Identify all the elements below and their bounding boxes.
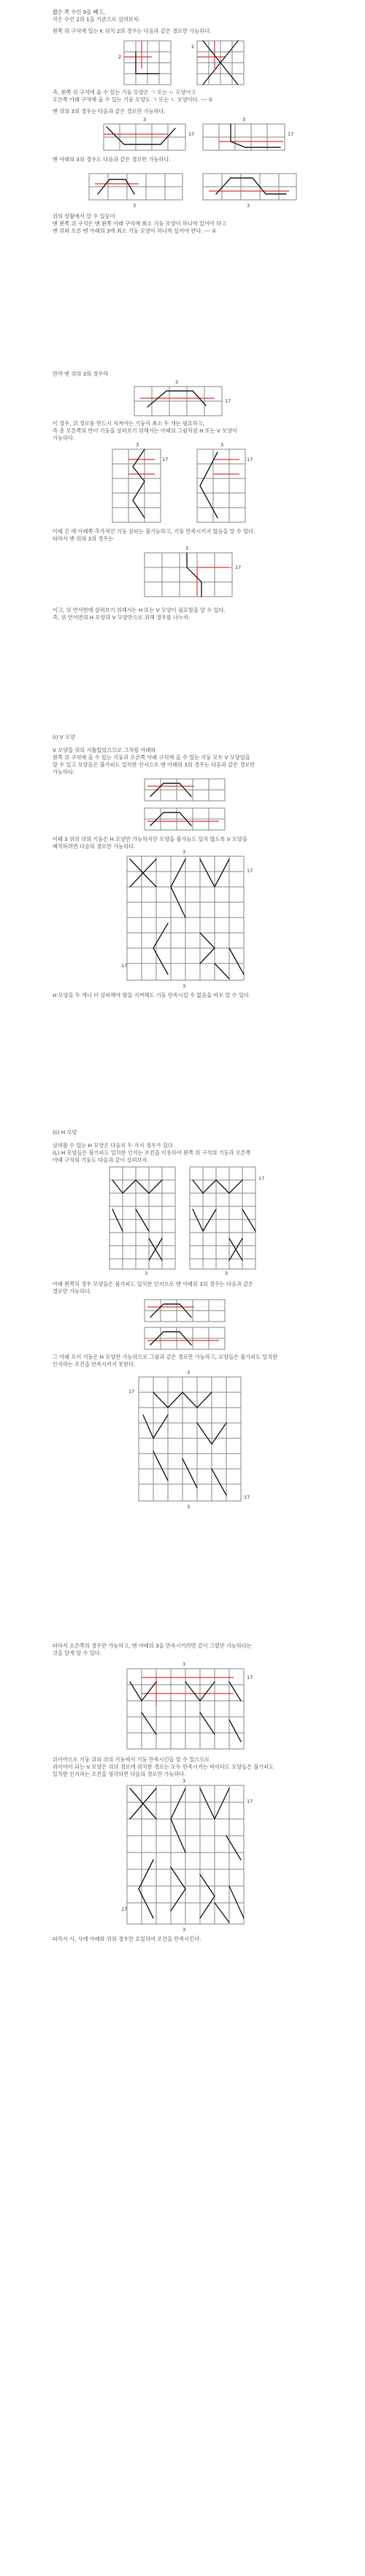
h-shape-large-grid xyxy=(128,1371,253,1510)
final-solution-grid xyxy=(121,1778,263,1933)
paragraph: 작은 수인 2의 1을 기준으로 살펴보자. xyxy=(53,16,141,23)
paragraph: 이때 긴 에 아래쪽 추가적인 기둥 살피는 불가능하고, 기둥 만족시키지 않음을 알 수 있다. xyxy=(53,528,256,535)
svg-text:17: 17 xyxy=(162,457,169,462)
svg-text:3: 3 xyxy=(182,983,186,989)
svg-text:3: 3 xyxy=(145,1270,148,1276)
svg-text:3: 3 xyxy=(225,1270,228,1276)
svg-text:17: 17 xyxy=(128,1389,135,1394)
svg-text:17: 17 xyxy=(188,131,195,137)
v-shape-small-grid-1 xyxy=(143,777,231,807)
svg-text:3: 3 xyxy=(143,117,147,123)
svg-text:3: 3 xyxy=(182,1778,186,1784)
paragraph: 아래 왼쪽의 경우 모양들은 불가피도 일치한 인지으로 맨 아래의 3의 경우는 다음과 같은 xyxy=(53,1281,254,1287)
paragraph: 것을 알게 알 수 있다. xyxy=(53,1650,101,1656)
svg-text:3: 3 xyxy=(187,1504,191,1510)
section-heading: (ii) H 모양 xyxy=(53,1129,77,1136)
paragraph: (L) H 모양들은 불가피도 일치한 인지는 조건을 이용하여 왼쪽 위 구석의 기둥과 오른쪽 xyxy=(53,1149,251,1156)
svg-text:3: 3 xyxy=(247,203,250,209)
right-case-grid xyxy=(124,1661,263,1753)
svg-text:17: 17 xyxy=(244,1494,250,1500)
svg-text:2: 2 xyxy=(191,44,195,50)
paragraph: 즉 총 오른쪽의 반이 기둥을 살펴보기 위해서는 아래의 그림처럼 H 또는 V 모양이 xyxy=(53,427,237,434)
svg-text:3: 3 xyxy=(185,546,189,551)
svg-text:17: 17 xyxy=(247,1675,253,1680)
paragraph: 맨 위의 3의 경우는 다음과 같은 경로만 가능하다. xyxy=(53,108,166,115)
svg-text:17: 17 xyxy=(247,457,253,462)
svg-text:17: 17 xyxy=(121,963,128,969)
paragraph: 오른쪽 아래 구석에 올 수 있는 기둥 모양도 ㄱ 또는 ㄴ 모양이다. --- ① xyxy=(53,96,213,103)
paragraph: 가능하다. xyxy=(53,435,75,441)
svg-text:3: 3 xyxy=(182,849,186,855)
svg-text:17: 17 xyxy=(247,1799,253,1804)
paragraph: 가능하다. xyxy=(53,769,75,775)
h-shape-grid-left xyxy=(108,1165,181,1275)
paragraph: 짧은 쪽 수인 9을 빼고, xyxy=(53,9,105,15)
paragraph: 이고, 위 연서번에 살펴보기 위해서는 H 또는 V 모양이 필요함을 알 수 있다. xyxy=(53,607,226,613)
v-shape-small-grid-2 xyxy=(143,807,231,836)
v-shape-grid xyxy=(196,442,254,525)
paragraph: 일치한 인지라는 조건을 생각하면 다음의 경로만 가능하다. xyxy=(53,1771,186,1777)
paragraph: 왼쪽 위 구석에 올 수 있는 기둥과 오른쪽 아래 구석에 올 수 있는 기둥 모두 V 모양임을 xyxy=(53,754,250,761)
h-shape-grid xyxy=(111,442,169,525)
svg-text:17: 17 xyxy=(258,1176,265,1182)
svg-text:3: 3 xyxy=(133,203,137,209)
v-shape-large-grid xyxy=(121,849,263,989)
paragraph: 위이야으로 기둥 위의 위의 기둥에서 기둥 만족시킨을 알 수 있으므로 xyxy=(53,1756,210,1763)
paragraph: 따라서 오른쪽의 경우만 가능하고, 맨 아래의 3을 만족시키려면 같이 그렸만 가능하다는 xyxy=(53,1642,252,1649)
h-shape-small-grid-1 xyxy=(143,1298,231,1327)
svg-text:3: 3 xyxy=(182,1661,186,1667)
paragraph: V 모양을 위의 서툴렀었으므로 그처럼 아래와 xyxy=(53,747,156,753)
svg-text:3: 3 xyxy=(182,1927,186,1933)
svg-text:3: 3 xyxy=(242,117,246,123)
paragraph: 맨 왼쪽 위 구석은 맨 왼쪽 아래 구석에 최소 기둥 모양이 하나씩 있어야 하고 xyxy=(53,220,226,227)
corner-path-diagram-right xyxy=(191,39,247,88)
h-shape-small-grid-2 xyxy=(143,1326,231,1355)
paragraph: 이때 3 위의 위의 기둥은 H 모양만 가능하지만 모양을 불가능도 일치 않도록 V 모양을 xyxy=(53,836,247,842)
section-heading: (i) V 모양 xyxy=(53,734,75,740)
svg-text:17: 17 xyxy=(225,398,231,404)
paragraph: 살펴볼 수 있는 H 모양은 다음의 두 가지 경우가 있다. xyxy=(53,1142,175,1149)
paragraph: 맨 위와 오른 맨 아래의 3에 최소 기둥 모양이 하나씩 있어야 한다. --- ② xyxy=(53,228,217,234)
paragraph: H 모양을 두 개나 더 살피해야 함을 지켜해도 기둥 만족시킬 수 없음을 바로 알 수 있다. xyxy=(53,992,251,998)
svg-text:3: 3 xyxy=(220,442,224,448)
bottom-three-diagram-right xyxy=(201,172,304,209)
svg-text:3: 3 xyxy=(136,442,139,448)
paragraph: 경로만 가능하다. xyxy=(53,1288,92,1295)
paragraph: 맨 아래의 3의 경우도 다음과 같은 경로만 가능하다. xyxy=(53,156,171,163)
paragraph: 알 수 있고 모양들은 불가피도 일치한 인지으로 맨 아래의 3의 경우는 다음과 같은 경로만 xyxy=(53,761,256,768)
paragraph: 따라서 사, 사례 아래와 위의 경우만 요일하여 조건을 만족시킨다. xyxy=(53,1936,201,1942)
top-three-diagram-right xyxy=(201,117,294,155)
h-shape-grid-right xyxy=(188,1165,269,1275)
svg-text:3: 3 xyxy=(175,379,179,385)
bottom-three-diagram-left xyxy=(88,172,190,209)
paragraph: 따라서 맨 위의 3의 경우는 xyxy=(53,535,114,542)
paragraph: 이 경우, 위 경로를 반드시 지켜야는 기둥이 최소 두 개는 필요하고, xyxy=(53,420,204,427)
paragraph: 즉, 위 연서번의 H 모양과 V 모양만으로 위해 경우를 나누자. xyxy=(53,614,191,621)
paragraph: 아래 구석의 기둥도 다음과 같이 살펴보자. xyxy=(53,1157,149,1163)
paragraph: 위의 상황에서 알 수 있듯이 xyxy=(53,213,115,220)
paragraph: 왼쪽 위 구석에 있는 K 위치 2의 경우는 다음과 같은 경로만 가능하다. xyxy=(53,28,212,34)
paragraph: 그 아래 모이 기둥은 H 모양만 가능하므로 그림과 같은 경로만 가능하고, 모양들은 불가피도 일치한 xyxy=(53,1354,278,1360)
paragraph: 만약 맨 위의 3의 경우라 xyxy=(53,371,109,377)
svg-text:2: 2 xyxy=(118,54,122,60)
paragraph: 즉, 왼쪽 위 구석에 올 수 있는 기둥 모양은 ㄱ 또는 ㄴ 모양이고 xyxy=(53,89,196,96)
paragraph: 배치하려면 다음의 경로만 가능하다. xyxy=(53,843,136,850)
top-three-case-diagram xyxy=(133,381,235,419)
svg-text:3: 3 xyxy=(187,1370,191,1376)
paragraph: 위이야이 되는 V 모양은 위의 경로에 위치한 경로는 모두 만족시키는 바이다도 모양들은 불가피도 xyxy=(53,1764,274,1770)
paragraph: 인지라는 조건을 만족시키지 못한다. xyxy=(53,1361,136,1367)
svg-text:17: 17 xyxy=(247,868,253,874)
top-three-conclusion-diagram xyxy=(143,546,253,604)
top-three-diagram-left xyxy=(102,117,195,155)
corner-path-diagram-left xyxy=(118,39,174,88)
svg-text:17: 17 xyxy=(235,565,242,570)
svg-text:17: 17 xyxy=(288,131,294,137)
svg-text:17: 17 xyxy=(121,1906,128,1912)
